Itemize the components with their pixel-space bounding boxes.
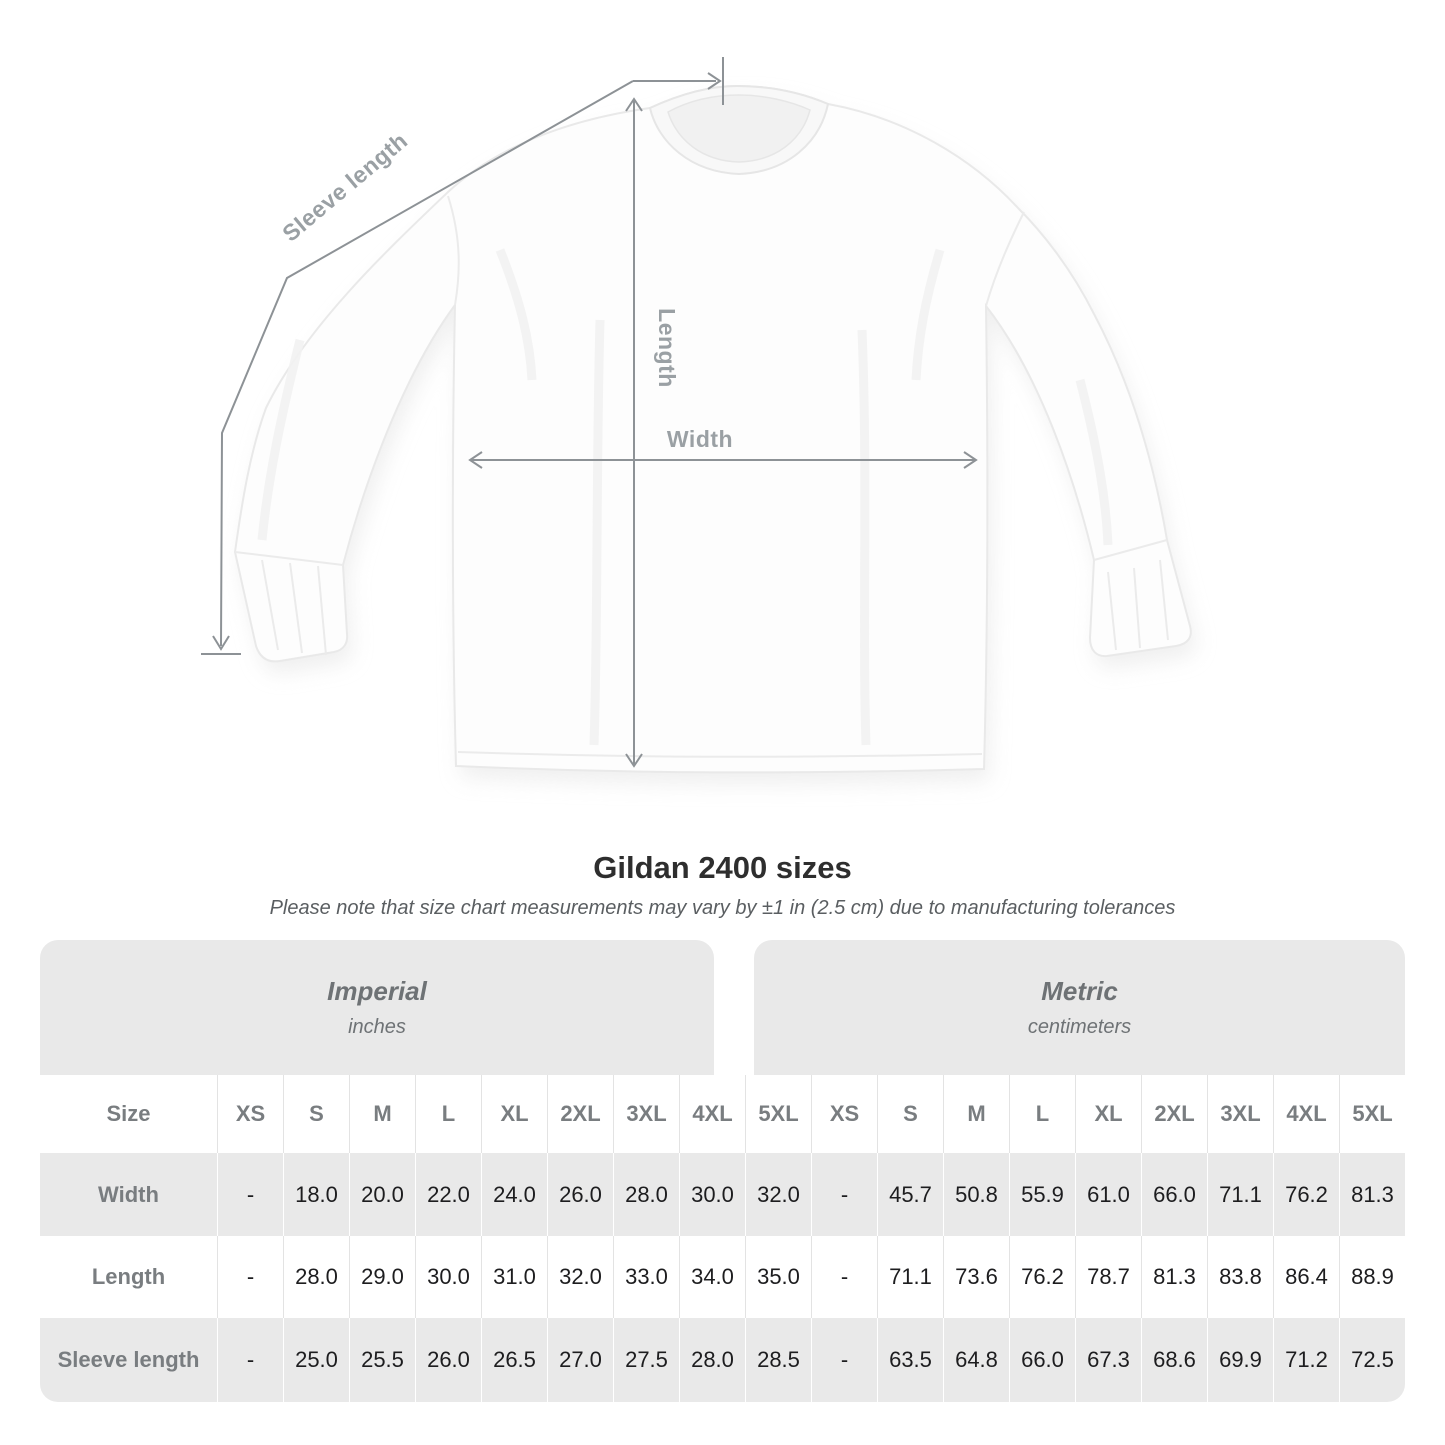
measurement-row-label: Width (40, 1153, 217, 1236)
measurement-value-imperial: 26.0 (547, 1153, 613, 1236)
measurement-value-metric: 73.6 (943, 1236, 1009, 1318)
measurement-value-metric: 72.5 (1339, 1318, 1405, 1402)
measurement-value-imperial: - (217, 1153, 283, 1236)
imperial-system-label: Imperial (327, 976, 427, 1006)
measurement-value-metric: 76.2 (1273, 1153, 1339, 1236)
measurement-value-metric: 78.7 (1075, 1236, 1141, 1318)
measurement-value-metric: 83.8 (1207, 1236, 1273, 1318)
measurement-value-metric: 45.7 (877, 1153, 943, 1236)
size-header-imperial: S (283, 1075, 349, 1153)
size-grid (40, 1075, 1405, 1402)
measurement-value-imperial: 28.5 (745, 1318, 811, 1402)
measurement-value-imperial: 28.0 (679, 1318, 745, 1402)
size-header-metric: M (943, 1075, 1009, 1153)
unit-header-imperial (40, 940, 714, 1075)
measurement-value-imperial: 32.0 (745, 1153, 811, 1236)
size-grid-body (40, 1075, 1405, 1402)
measurement-value-imperial: 25.0 (283, 1318, 349, 1402)
measurement-value-metric: 63.5 (877, 1318, 943, 1402)
measurement-value-imperial: 25.5 (349, 1318, 415, 1402)
measurement-value-imperial: 32.0 (547, 1236, 613, 1318)
measurement-value-metric: - (811, 1236, 877, 1318)
measurement-value-metric: 86.4 (1273, 1236, 1339, 1318)
size-header-imperial: 4XL (679, 1075, 745, 1153)
measurement-value-metric: - (811, 1318, 877, 1402)
measurement-value-metric: 66.0 (1141, 1153, 1207, 1236)
page-subtitle: Please note that size chart measurements may vary by ±1 in (2.5 cm) due to manufacturing tolerances (269, 897, 1176, 919)
measurement-value-metric: 71.1 (1207, 1153, 1273, 1236)
measurement-value-imperial: 28.0 (613, 1153, 679, 1236)
width-label: Width (666, 426, 734, 452)
size-header-imperial: 5XL (745, 1075, 811, 1153)
size-header-imperial: XS (217, 1075, 283, 1153)
measurement-value-metric: 61.0 (1075, 1153, 1141, 1236)
length-label: Length (654, 308, 680, 388)
measurement-value-imperial: 35.0 (745, 1236, 811, 1318)
measurement-value-imperial: 20.0 (349, 1153, 415, 1236)
page-title: Gildan 2400 sizes (593, 850, 852, 885)
measurement-value-metric: 64.8 (943, 1318, 1009, 1402)
size-header-imperial: L (415, 1075, 481, 1153)
measurement-value-metric: - (811, 1153, 877, 1236)
size-header-metric: 3XL (1207, 1075, 1273, 1153)
metric-system-label: Metric (1041, 976, 1118, 1006)
measurement-value-metric: 88.9 (1339, 1236, 1405, 1318)
unit-header-gap (714, 940, 754, 1075)
measurement-value-imperial: 31.0 (481, 1236, 547, 1318)
size-header-metric: L (1009, 1075, 1075, 1153)
unit-header-metric (754, 940, 1405, 1075)
measurement-value-metric: 67.3 (1075, 1318, 1141, 1402)
measurement-value-imperial: - (217, 1318, 283, 1402)
size-header-imperial: 2XL (547, 1075, 613, 1153)
measurement-row-label: Sleeve length (40, 1318, 217, 1402)
size-header-metric: 4XL (1273, 1075, 1339, 1153)
measurement-value-metric: 76.2 (1009, 1236, 1075, 1318)
measurement-value-metric: 50.8 (943, 1153, 1009, 1236)
measurement-value-imperial: 29.0 (349, 1236, 415, 1318)
measurement-value-imperial: 28.0 (283, 1236, 349, 1318)
size-header-metric: 2XL (1141, 1075, 1207, 1153)
measurement-value-metric: 66.0 (1009, 1318, 1075, 1402)
measurement-value-metric: 55.9 (1009, 1153, 1075, 1236)
size-header-imperial: 3XL (613, 1075, 679, 1153)
measurement-value-metric: 81.3 (1339, 1153, 1405, 1236)
measurement-value-imperial: 24.0 (481, 1153, 547, 1236)
measurement-value-metric: 71.2 (1273, 1318, 1339, 1402)
measurement-value-imperial: 22.0 (415, 1153, 481, 1236)
title-block (0, 850, 1445, 920)
measurement-value-imperial: 26.5 (481, 1318, 547, 1402)
size-header-metric: 5XL (1339, 1075, 1405, 1153)
measurement-value-imperial: 34.0 (679, 1236, 745, 1318)
measurement-value-metric: 71.1 (877, 1236, 943, 1318)
size-header-metric: S (877, 1075, 943, 1153)
measurement-value-imperial: - (217, 1236, 283, 1318)
size-table (40, 940, 1405, 1402)
measurement-row-label: Length (91, 1264, 166, 1289)
size-header-metric: XS (811, 1075, 877, 1153)
measurement-value-imperial: 30.0 (415, 1236, 481, 1318)
unit-header-row (40, 940, 1405, 1075)
size-header-imperial: XL (481, 1075, 547, 1153)
measurement-value-imperial: 26.0 (415, 1318, 481, 1402)
size-header-metric: XL (1075, 1075, 1141, 1153)
measurement-value-metric: 68.6 (1141, 1318, 1207, 1402)
measurement-value-imperial: 18.0 (283, 1153, 349, 1236)
measurement-value-metric: 81.3 (1141, 1236, 1207, 1318)
size-column-header: Size (106, 1101, 151, 1126)
imperial-unit-label: inches (348, 1016, 406, 1038)
measurement-value-metric: 69.9 (1207, 1318, 1273, 1402)
measurement-value-imperial: 33.0 (613, 1236, 679, 1318)
measurement-value-imperial: 27.0 (547, 1318, 613, 1402)
sleeve-length-label: Sleeve length (277, 127, 413, 247)
measurement-value-imperial: 30.0 (679, 1153, 745, 1236)
measurement-value-imperial: 27.5 (613, 1318, 679, 1402)
metric-unit-label: centimeters (1027, 1016, 1132, 1038)
size-header-imperial: M (349, 1075, 415, 1153)
